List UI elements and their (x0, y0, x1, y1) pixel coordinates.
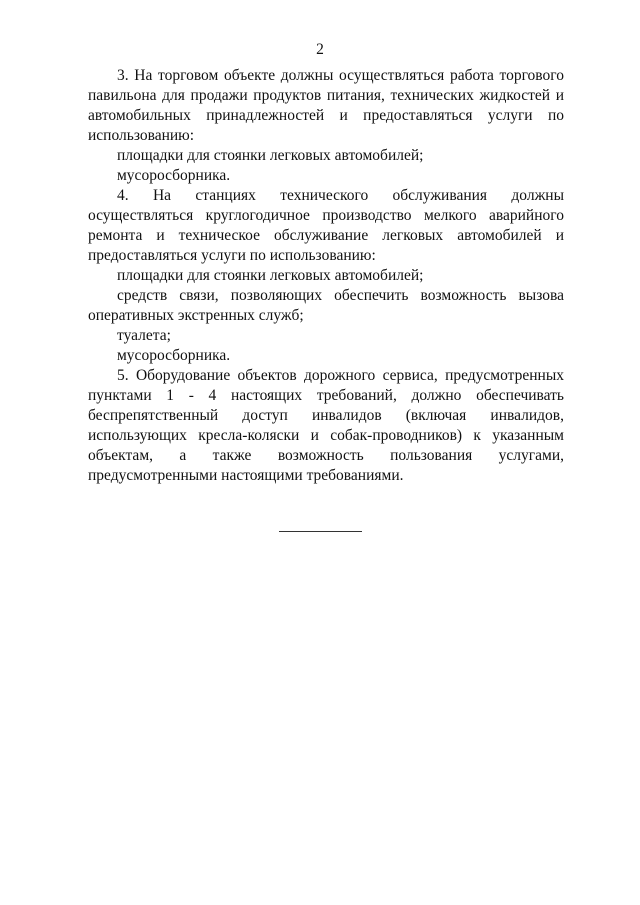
list-item-communications: средств связи, позволяющих обеспечить возможность вызова оперативных экстренных служб; (88, 287, 564, 324)
paragraph-item-3: 3. На торговом объекте должны осуществляться работа торгового павильона для продажи продуктов питания, технических жидкостей и автомобильных принадлежностей и предоставляться услуги по использованию: (88, 67, 564, 144)
paragraph-item-4: 4. На станциях технического обслуживания должны осуществляться круглогодичное производство мелкого аварийного ремонта и техническое обслуживание легковых автомобилей и предоставляться услуги по использованию: (88, 187, 564, 264)
end-divider (279, 531, 362, 532)
list-item-toilet: туалета; (117, 327, 171, 344)
page-number: 2 (316, 41, 324, 58)
document-body (88, 66, 564, 486)
paragraph-item-5: 5. Оборудование объектов дорожного сервиса, предусмотренных пунктами 1 - 4 настоящих требований, должно обеспечивать беспрепятственный доступ инвалидов (включая инвалидов, использующих кресла-коляски и собак-проводников) к указанным объектам, а также возможность пользования услугами, предусмотренными настоящими требованиями. (88, 367, 564, 484)
list-item-parking: площадки для стоянки легковых автомобилей; (117, 147, 424, 164)
list-item-parking: площадки для стоянки легковых автомобилей; (117, 267, 424, 284)
list-item-waste-collector: мусоросборника. (117, 167, 231, 184)
list-item-waste-collector: мусоросборника. (117, 347, 231, 364)
